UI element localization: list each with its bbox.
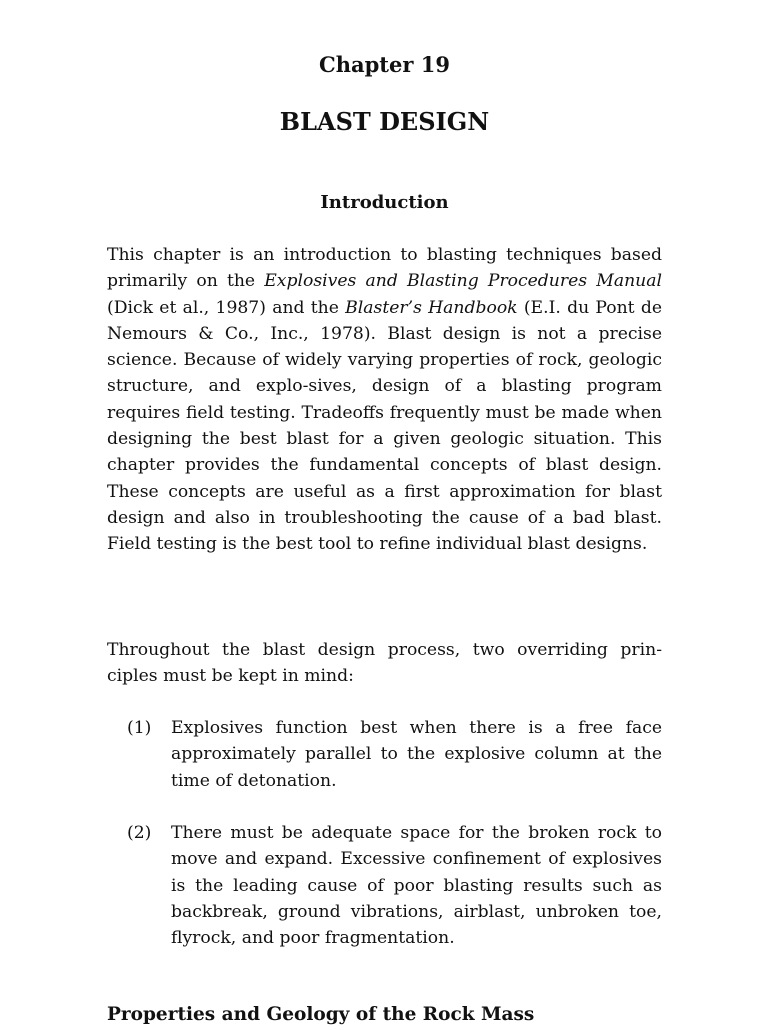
section-heading: Properties and Geology of the Rock Mass (107, 1004, 535, 1025)
principles-intro-paragraph: Throughout the blast design process, two overriding prin-ciples must be kept in mind: (107, 640, 662, 687)
manual-title: Explosives and Blasting Procedures Manual (264, 271, 662, 292)
principle-item (107, 820, 662, 951)
intro-text-3: (E.I. du Pont de Nemours & Co., Inc., 1978). Blast design is not a precise science. Because of widely varying properties of rock, geologic structure, and explo-sives, design of a blasting program requires field testing. Tradeoffs frequently must be made when designing the best blast for a given geologic situation. This chapter provides the fundamental concepts of blast design. These concepts are useful as a first approximation for blast design and also in troubleshooting the cause of a bad blast. Field testing is the best tool to refine individual blast designs. (107, 297, 662, 555)
intro-text-1: This chapter is an introduction to blasting techniques based primarily on the (107, 245, 662, 292)
principle-number: (2) (127, 823, 152, 843)
principle-number: (1) (127, 718, 152, 738)
handbook-title: Blaster’s Handbook (345, 297, 518, 318)
principle-item (107, 715, 662, 794)
principle-text: There must be adequate space for the broken rock to move and expand. Excessive confinement of explosives is the leading cause of poor blasting results such as backbreak, ground vibrations, airblast, unbroken toe, flyrock, and poor fragmentation. (171, 823, 662, 949)
intro-text-2: (Dick et al., 1987) and the (107, 297, 346, 318)
intro-paragraph (107, 242, 662, 558)
chapter-title: BLAST DESIGN (279, 107, 490, 136)
principle-text: Explosives function best when there is a free face approximately parallel to the explosive column at the time of detonation. (171, 718, 662, 791)
introduction-heading: Introduction (320, 192, 449, 213)
chapter-number: Chapter 19 (319, 52, 450, 77)
